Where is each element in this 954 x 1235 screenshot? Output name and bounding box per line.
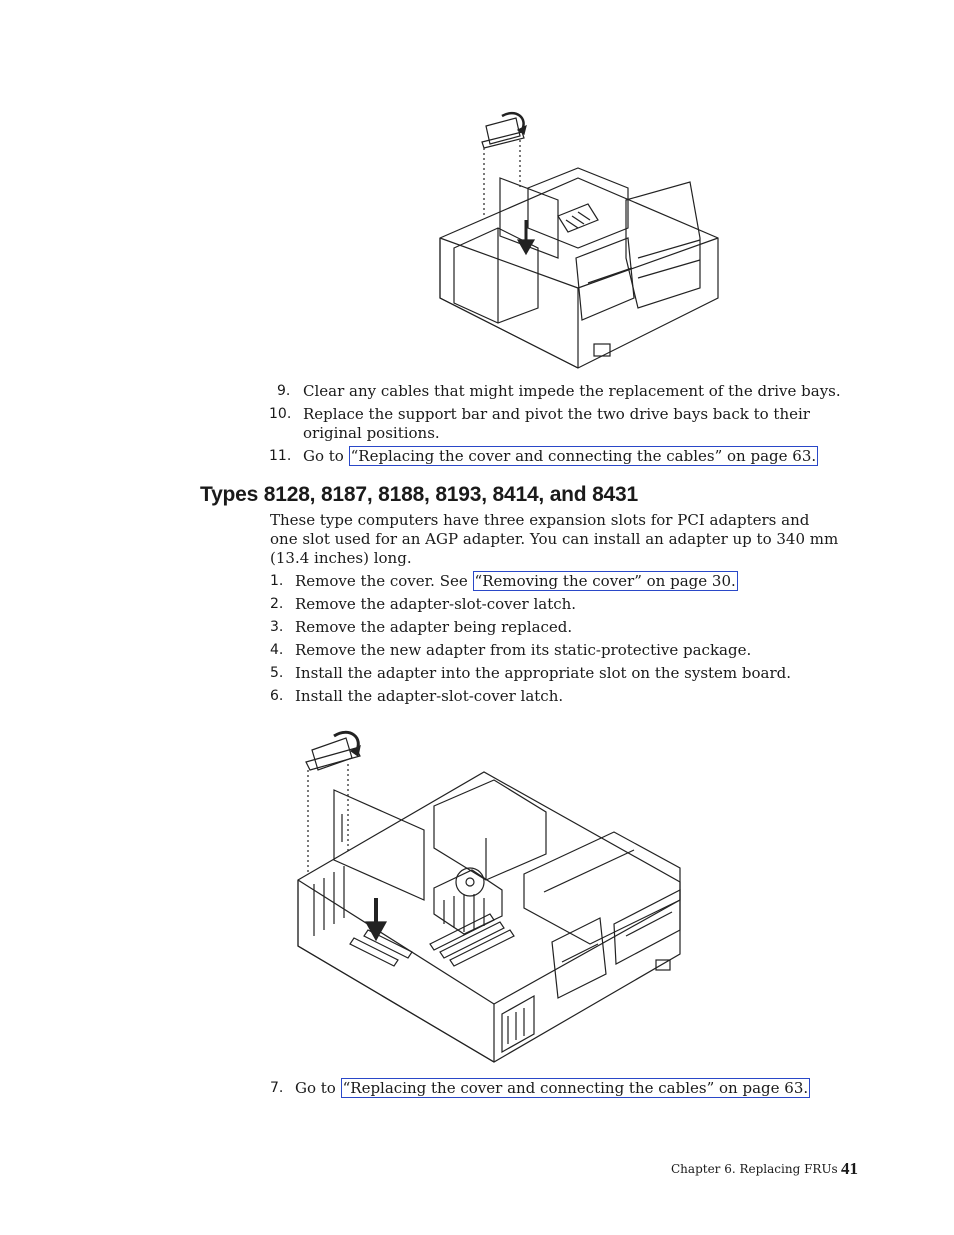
step-number: 9. (277, 383, 291, 399)
step-number: 6. (270, 688, 284, 704)
step-text: Install the adapter-slot-cover latch. (295, 687, 564, 705)
step-number: 2. (270, 596, 284, 612)
section-heading: Types 8128, 8187, 8188, 8193, 8414, and 8431 (200, 483, 638, 506)
steps-list-top (269, 382, 843, 466)
step-number: 7. (270, 1080, 284, 1096)
list-item (270, 595, 840, 614)
step-text: Remove the adapter being replaced. (295, 618, 573, 636)
step-number: 5. (270, 665, 284, 681)
step-text: Remove the new adapter from its static-protective package. (295, 641, 752, 659)
step-number: 10. (269, 406, 292, 422)
step-number: 3. (270, 619, 284, 635)
list-item (270, 687, 840, 706)
step-text: Remove the adapter-slot-cover latch. (295, 595, 577, 613)
step-number: 1. (270, 573, 284, 589)
cross-reference-link[interactable]: “Removing the cover” on page 30. (474, 572, 736, 590)
list-item (270, 618, 840, 637)
step-text: Go to (295, 1079, 341, 1097)
steps-list-bottom (270, 572, 840, 706)
section-intro: These type computers have three expansion slots for PCI adapters and one slot used for an AGP adapter. You can install an adapter up to 340 mm (13.4 inches) long. (270, 511, 839, 567)
step-number: 11. (269, 448, 292, 464)
list-item (269, 447, 843, 466)
step-text: Install the adapter into the appropriate slot on the system board. (295, 664, 792, 682)
cross-reference-link[interactable]: “Replacing the cover and connecting the cables” on page 63. (342, 1079, 809, 1097)
step-text: Replace the support bar and pivot the two drive bays back to their original positions. (303, 405, 810, 442)
footer-chapter: Chapter 6. Replacing FRUs (671, 1162, 838, 1176)
list-item (277, 382, 843, 401)
illustration-adapter-install-top (438, 108, 723, 370)
list-item (269, 405, 843, 443)
illustration-adapter-install-bottom (294, 724, 686, 1066)
list-item (270, 1079, 840, 1098)
step-text: Go to (303, 447, 349, 465)
step-text: Remove the cover. See (295, 572, 473, 590)
step-text: Clear any cables that might impede the replacement of the drive bays. (303, 382, 841, 400)
cross-reference-link[interactable]: “Replacing the cover and connecting the cables” on page 63. (350, 447, 817, 465)
page-number: 41 (841, 1159, 858, 1178)
step-number: 4. (270, 642, 284, 658)
steps-list-final (270, 1079, 840, 1098)
list-item (270, 641, 840, 660)
list-item (270, 572, 840, 591)
list-item (270, 664, 840, 683)
